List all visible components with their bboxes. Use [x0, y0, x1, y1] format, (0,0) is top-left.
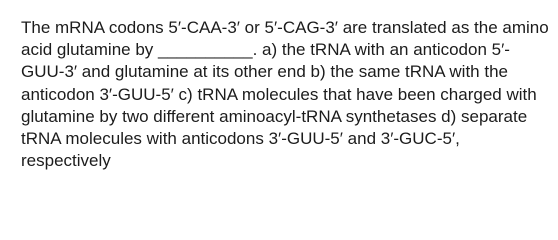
question-text: The mRNA codons 5′-CAA-3′ or 5′-CAG-3′ are translated as the amino acid glutamine by __________. a) the tRNA with an anticodon 5′-GUU-3′ and glutamine at its other end b) the same tRNA with the anticodon 3′-GUU-5′ c) tRNA molecules that have been charged with glutamine by two different aminoacyl-tRNA synthetases d) separate tRNA molecules with anticodons 3′-GUU-5′ and 3′-GUC-5′, respectively: [21, 18, 549, 171]
